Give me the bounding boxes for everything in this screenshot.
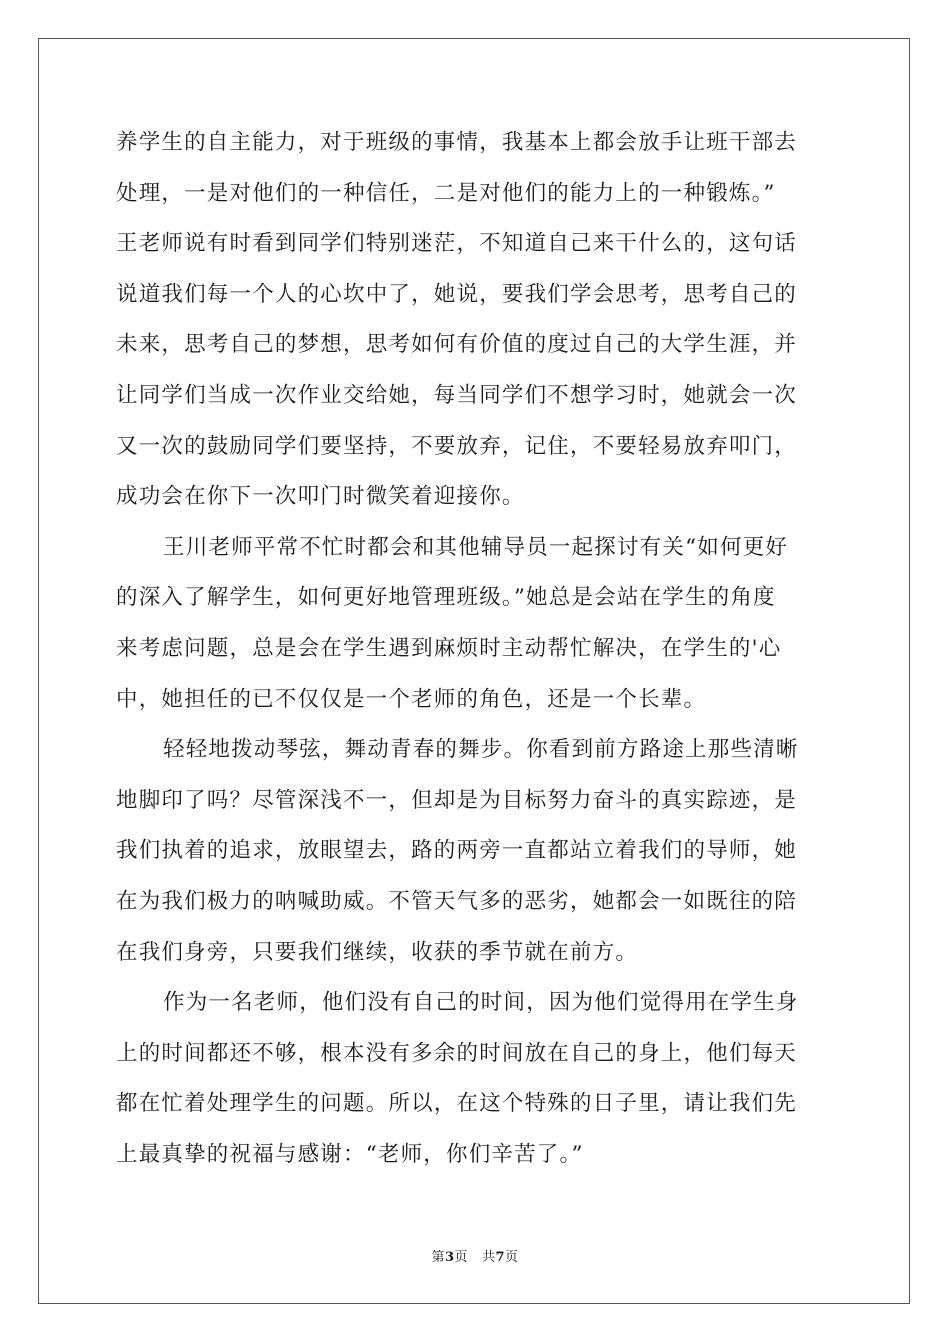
text-line: 上最真挚的祝福与感谢：“老师，你们辛苦了。” <box>116 1141 584 1167</box>
text-line: 在我们身旁，只要我们继续，收获的季节就在前方。 <box>116 939 639 965</box>
text-line: 来考虑问题，总是会在学生遇到麻烦时主动帮忙解决，在学生的'心 <box>116 635 782 661</box>
paragraph <box>116 118 836 523</box>
paragraph <box>116 725 836 978</box>
total-pages-prefix: 共 <box>481 1250 496 1265</box>
text-line: 上的时间都还不够，根本没有多余的时间放在自己的身上，他们每天 <box>116 1040 798 1066</box>
text-line: 都在忙着处理学生的问题。所以，在这个特殊的日子里，请让我们先 <box>116 1091 798 1117</box>
text-line: 说道我们每一个人的心坎中了，她说，要我们学会思考，思考自己的 <box>116 281 798 307</box>
text-line: 让同学们当成一次作业交给她，每当同学们不想学习时，她就会一次 <box>116 382 798 408</box>
paragraph <box>116 978 836 1180</box>
text-line: 成功会在你下一次叩门时微笑着迎接你。 <box>116 484 525 510</box>
text-line: 在为我们极力的呐喊助威。不管天气多的恶劣，她都会一如既往的陪 <box>116 888 798 914</box>
page-word: 页 <box>454 1250 469 1265</box>
total-pages-suffix: 页 <box>505 1250 519 1265</box>
text-line: 处理，一是对他们的一种信任，二是对他们的能力上的一种锻炼。” <box>116 180 776 206</box>
document-body <box>116 118 836 1180</box>
current-page-number: 3 <box>444 1250 455 1265</box>
text-line: 作为一名老师，他们没有自己的时间，因为他们觉得用在学生身 <box>163 990 799 1016</box>
text-line: 轻轻地拨动琴弦，舞动青春的舞步。你看到前方路途上那些清晰 <box>163 737 799 763</box>
text-line: 王川老师平常不忙时都会和其他辅导员一起探讨有关“如何更好 <box>163 534 789 560</box>
text-line: 未来，思考自己的梦想，思考如何有价值的度过自己的大学生涯，并 <box>116 332 798 358</box>
page-number-prefix: 第 <box>431 1250 445 1265</box>
text-line: 我们执着的追求，放眼望去，路的两旁一直都站立着我们的导师，她 <box>116 838 798 864</box>
text-line: 中，她担任的已不仅仅是一个老师的角色，还是一个长辈。 <box>116 686 707 712</box>
page-footer <box>0 1246 950 1265</box>
paragraph <box>116 523 836 725</box>
total-page-number: 7 <box>495 1250 506 1265</box>
text-line: 又一次的鼓励同学们要坚持，不要放弃，记住，不要轻易放弃叩门， <box>116 433 798 459</box>
text-line: 的深入了解学生，如何更好地管理班级。”她总是会站在学生的角度 <box>116 585 776 611</box>
text-line: 地脚印了吗？尽管深浅不一，但却是为目标努力奋斗的真实踪迹，是 <box>116 787 798 813</box>
text-line: 养学生的自主能力，对于班级的事情，我基本上都会放手让班干部去 <box>116 130 798 155</box>
text-line: 王老师说有时看到同学们特别迷茫，不知道自己来干什么的，这句话 <box>116 231 798 257</box>
